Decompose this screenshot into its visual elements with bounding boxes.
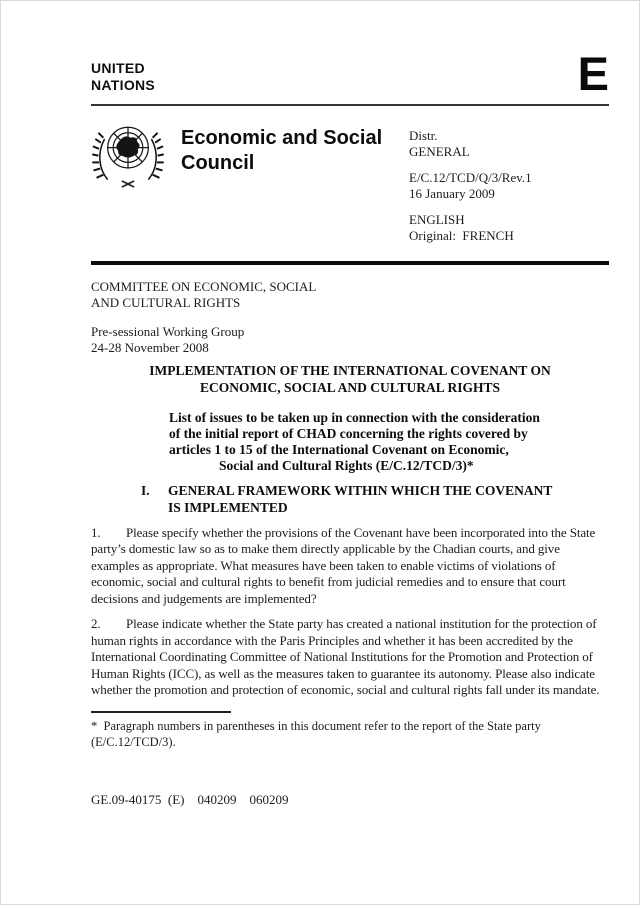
session-dates: 24-28 November 2008 (91, 339, 209, 355)
masthead (91, 1, 609, 100)
spacer (409, 160, 532, 170)
un-org-name-line2: NATIONS (91, 76, 156, 93)
footnote (91, 718, 609, 750)
distr-label: Distr. (409, 127, 438, 143)
footnote-rule (91, 711, 231, 713)
section-heading (91, 482, 609, 516)
footnote-line2: (E/C.12/TCD/3). (91, 734, 176, 749)
document-subtitle (169, 410, 609, 474)
council-title-line2: Council (181, 151, 255, 174)
distribution-block (409, 114, 532, 244)
session-group: Pre-sessional Working Group (91, 323, 245, 339)
subtitle-line4: Social and Cultural Rights (E/C.12/TCD/3)* (219, 457, 474, 473)
section-heading-line2: IS IMPLEMENTED (168, 499, 288, 515)
subtitle-line3: articles 1 to 15 of the International Covenant on Economic, (169, 441, 509, 457)
document-title (91, 362, 609, 396)
document-date: 16 January 2009 (409, 185, 495, 201)
org-row (91, 114, 609, 244)
document-title-line2: ECONOMIC, SOCIAL AND CULTURAL RIGHTS (200, 379, 500, 395)
paragraph-2-number: 2. (91, 616, 101, 632)
un-org-name-line1: UNITED (91, 59, 145, 76)
un-emblem-svg (91, 116, 165, 194)
paragraph-2 (91, 616, 609, 699)
document-original-language: Original: FRENCH (409, 227, 514, 243)
footer-reference: GE.09-40175 (E) 040209 060209 (91, 792, 289, 807)
paragraph-2-text: Please indicate whether the State party has created a national institution for the protection of human rights in accordance with the Paris Principles and whether it has been accredited by the International Coordinating Committee of National Institutions for the Promotion and Protection of Human Rights (ICC), as well as the measures taken to guarantee its autonomy. Please also indicate whether the promotion and protection of economic, social and cultural rights fall under its mandate. (91, 616, 600, 698)
section-heading-line1: GENERAL FRAMEWORK WITHIN WHICH THE COVENANT (168, 482, 553, 498)
document-series-letter: E (577, 47, 609, 100)
document-language: ENGLISH (409, 211, 465, 227)
header-divider-rule (91, 261, 609, 265)
paragraph-1 (91, 525, 609, 608)
subtitle-line2: of the initial report of CHAD concerning the rights covered by (169, 425, 528, 441)
section-numeral: I. (141, 482, 150, 498)
distr-value: GENERAL (409, 143, 470, 159)
document-title-line1: IMPLEMENTATION OF THE INTERNATIONAL COVENANT ON (149, 362, 551, 378)
session-info (91, 324, 609, 356)
council-title (181, 114, 409, 244)
un-emblem-icon (91, 114, 165, 244)
section-heading-text (168, 482, 552, 516)
paragraph-1-number: 1. (91, 524, 101, 540)
committee-name (91, 279, 609, 311)
committee-name-line2: AND CULTURAL RIGHTS (91, 294, 241, 310)
masthead-rule (91, 104, 609, 106)
un-org-name (91, 60, 155, 94)
paragraph-1-text: Please specify whether the provisions of the Covenant have been incorporated into the State party’s domestic law so as to make them directly applicable by the Chadian courts, and give examples as appropriate. What measures have been taken to enable victims of violations of economic, social and cultural rights to benefit from judicial remedies and to ensure that court decisions and judgements are implemented? (91, 524, 596, 606)
subtitle-line1: List of issues to be taken up in connection with the consideration (169, 409, 540, 425)
page-content (91, 1, 609, 750)
footnote-line1: * Paragraph numbers in parentheses in this document refer to the report of the State party (91, 718, 541, 733)
spacer (409, 202, 532, 212)
committee-name-line1: COMMITTEE ON ECONOMIC, SOCIAL (91, 278, 317, 294)
document-symbol: E/C.12/TCD/Q/3/Rev.1 (409, 169, 532, 185)
council-title-line1: Economic and Social (181, 126, 383, 149)
